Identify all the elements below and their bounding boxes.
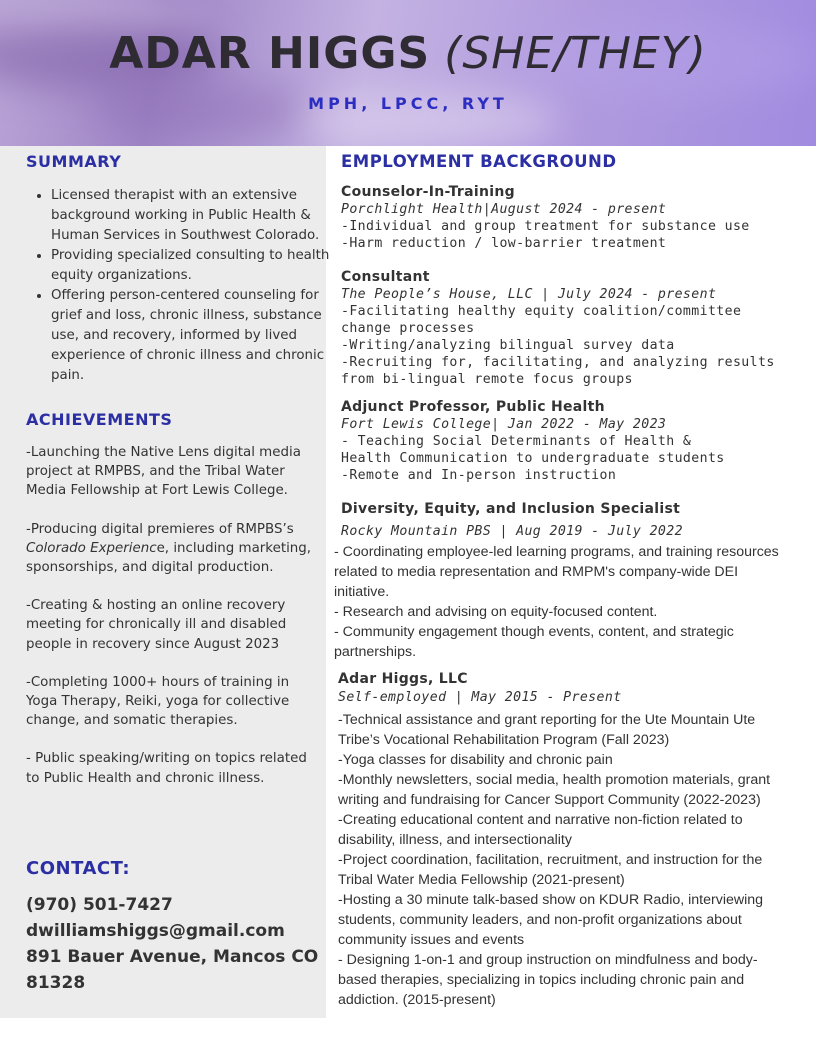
job-line: - Coordinating employee-led learning programs, and training resources related to media representation and RMPM's company-wide DEI initiative.: [334, 544, 779, 600]
summary-item: • Providing specialized consulting to health equity organizations.: [51, 246, 341, 286]
job-line: -Hosting a 30 minute talk-based show on KDUR Radio, interviewing students, community leaders, and non-profit organizations about community issues and events: [338, 892, 764, 948]
job-line: - Designing 1-on-1 and group instruction on mindfulness and body-based therapies, specializing in topics including chronic pain and addiction. (2015-present): [338, 952, 758, 1008]
achievement-item: [26, 520, 316, 578]
job-entry: [341, 184, 791, 252]
job-title: Consultant: [341, 269, 430, 285]
job-subtitle: Porchlight Health|August 2024 - present: [341, 202, 667, 217]
job-title: Adjunct Professor, Public Health: [341, 399, 605, 415]
job-line: -Yoga classes for disability and chronic pain: [338, 752, 613, 768]
job-line: - Teaching Social Determinants of Health & Health Communication to undergraduate students: [341, 434, 725, 466]
job-entry: [338, 671, 778, 706]
name-text: ADAR HIGGS: [109, 28, 431, 79]
employment-heading: EMPLOYMENT BACKGROUND: [341, 152, 617, 171]
resume-name: [0, 26, 816, 82]
job-subtitle: Fort Lewis College| Jan 2022 - May 2023: [341, 417, 667, 432]
job-line: -Monthly newsletters, social media, health promotion materials, grant writing and fundraising for Cancer Support Community (2022-2023): [338, 772, 771, 808]
job-line: -Creating educational content and narrative non-fiction related to disability, illness, and intersectionality: [338, 812, 743, 848]
job-entry: [341, 269, 781, 388]
job-line: - Research and advising on equity-focused content.: [334, 604, 658, 620]
achievement-item: -Completing 1000+ hours of training in Yoga Therapy, Reiki, yoga for collective change, and somatic therapies.: [26, 674, 290, 729]
job-entry: [341, 501, 781, 540]
achievement-item: -Creating & hosting an online recovery meeting for chronically ill and disabled people in recovery since August 2023: [26, 598, 287, 652]
job-title: Adar Higgs, LLC: [338, 671, 468, 687]
achievement-item: - Public speaking/writing on topics related to Public Health and chronic illness.: [26, 751, 307, 786]
job-details: [334, 542, 784, 662]
job-line: -Technical assistance and grant reporting for the Ute Mountain Ute Tribe’s Vocational Rehabilitation Program (Fall 2023): [338, 712, 756, 748]
summary-list: [32, 186, 341, 386]
contact-phone[interactable]: (970) 501-7427: [26, 895, 173, 915]
contact-email[interactable]: dwilliamshiggs@gmail.com: [26, 921, 285, 941]
summary-item: • Licensed therapist with an extensive background working in Public Health & Human Services in Southwest Colorado.: [51, 186, 341, 246]
summary-item: • Offering person-centered counseling for grief and loss, chronic illness, substance use, and recovery, informed by lived experience of chronic illness and chronic pain.: [51, 286, 341, 386]
job-subtitle: Rocky Mountain PBS | Aug 2019 - July 2022: [341, 524, 683, 539]
job-title: Counselor-In-Training: [341, 184, 515, 200]
job-line: -Remote and In-person instruction: [341, 468, 617, 483]
achievement-item: -Launching the Native Lens digital media project at RMPBS, and the Tribal Water Media Fellowship at Fort Lewis College.: [26, 445, 301, 499]
credentials: MPH, LPCC, RYT: [308, 94, 508, 113]
job-line: -Facilitating healthy equity coalition/committee change processes: [341, 304, 742, 336]
achievement-program-title: Colorado Experienc: [26, 540, 157, 556]
pronouns-text: (SHE/THEY): [444, 28, 707, 79]
job-line: -Writing/analyzing bilingual survey data: [341, 338, 675, 353]
job-line: -Harm reduction / low-barrier treatment: [341, 236, 667, 251]
summary-heading: SUMMARY: [26, 152, 122, 171]
job-subtitle: Self-employed | May 2015 - Present: [338, 690, 622, 705]
header-banner: [0, 0, 816, 146]
job-subtitle: The People’s House, LLC | July 2024 - present: [341, 287, 717, 302]
job-entry: [341, 399, 741, 484]
achievement-text: e, including marketing, sponsorships, and digital production.: [26, 540, 312, 576]
job-line: -Project coordination, facilitation, recruitment, and instruction for the Tribal Water Media Fellowship (2021-present): [338, 852, 763, 888]
job-line: -Recruiting for, facilitating, and analyzing results from bi-lingual remote focus groups: [341, 355, 775, 387]
job-line: -Individual and group treatment for substance use: [341, 219, 750, 234]
contact-heading: CONTACT:: [26, 858, 131, 879]
job-details: [338, 710, 780, 1010]
achievements-heading: ACHIEVEMENTS: [26, 410, 173, 429]
job-title: Diversity, Equity, and Inclusion Specialist: [341, 501, 681, 517]
achievement-text: -Producing digital premieres of RMPBS’s: [26, 521, 294, 537]
job-line: - Community engagement though events, content, and strategic partnerships.: [334, 624, 734, 660]
contact-block: [26, 892, 321, 996]
achievements-list: [26, 443, 316, 807]
contact-address: 891 Bauer Avenue, Mancos CO 81328: [26, 947, 319, 993]
